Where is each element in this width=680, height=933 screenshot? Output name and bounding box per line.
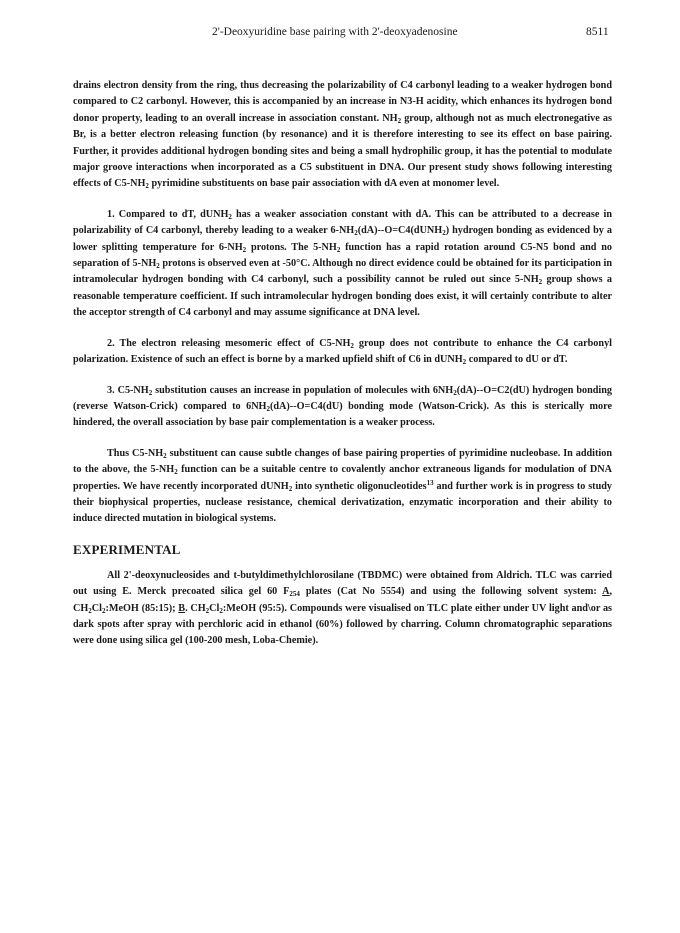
- paragraph-point-2: 2. The electron releasing mesomeric effect of $C5-NH_2$ group does not contribute to enhance the C4 carbonyl polarization. Existence of such an effect is borne by a marked upfield shift of C6 in dUNH$_2$ compared to dU or dT.: [73, 337, 612, 367]
- section-heading-experimental: EXPERIMENTAL: [73, 541, 181, 557]
- paragraph-point-1: 1. Compared to dT, dUNH$_2$ has a weaker association constant with dA. This can be attributed to a decrease in polarizability of C4 carbonyl, thereby leading to a weaker $6-NH_2(dA)--O=C4(dUNH_2)$ hydrogen bonding as evidenced by a lower splitting temperature for $6-NH_2$ protons. The $5-NH_2$ function has a rapid rotation around C5-N5 bond and no separation of $5-NH_2$ protons is observed even at -50°C. Although no direct evidence could be obtained for its participation in intramolecular hydrogen bonding with C4 carbonyl, such a possibility cannot be ruled out since $5-NH_2$ group shows a reasonable temperature coefficient. If such intramolecular hydrogen bonding does exist, it will certainly contribute to alter the acceptor strength of C4 carbonyl and may assume significance at DNA level.: [73, 208, 613, 319]
- reference-13: 13: [426, 478, 434, 487]
- paragraph-experimental: All 2'-deoxynucleosides and t-butyldimethylchlorosilane (TBDMC) were obtained from Aldrich. TLC was carried out using E. Merck precoated silica gel 60 $F_{254}$ plates (Cat No 5554) and using the following solvent system: A, $CH_2Cl_2:MeOH$ (85:15); B. $CH_2Cl_2:MeOH$ (95:5). Compounds were visualised on TLC plate either under UV light and\or as dark spots after spray with perchloric acid in ethanol (60%) followed by charring. Column chromatographic separations were done using silica gel (100-200 mesh, Loba-Chemie).: [73, 569, 613, 647]
- paragraph-intro-continued: drains electron density from the ring, thus decreasing the polarizability of C4 carbonyl leading to a weaker hydrogen bond compared to C2 carbonyl. However, this is accompanied by an increase in N3-H acidity, which enhances its hydrogen bond donor property, leading to an overall increase in association constant. $NH_2$ group, although not as much electronegative as Br, is a better electron releasing function (by resonance) and it is therefore interesting to see its effect on base pairing. Further, it provides additional hydrogen bonding sites and being a small hydrophilic group, it has the potential to modulate major groove interactions when incorporated as a C5 substituent in DNA. Our present study shows following interesting effects of $C5-NH_2$ pyrimidine substituents on base pair association with dA even at monomer level.: [73, 80, 612, 191]
- page-number: 8511: [586, 26, 609, 38]
- page-body: [73, 78, 612, 650]
- running-header: [0, 26, 680, 44]
- paragraph-conclusion: Thus $C5-NH_2$ substituent can cause subtle changes of base pairing properties of pyrimidine nucleobase. In addition to the above, the $5-NH_2$ function can be a suitable centre to covalently anchor extraneous ligands for modulation of DNA properties. We have recently incorporated dUNH$_2$ into synthetic oligonucleotides$^{13}$ and further work is in progress to study their biophysical properties, nuclease resistance, chemical derivatization, enzymatic incorporation and their ability to induce directed mutation in biological systems.: [73, 447, 612, 525]
- paragraph-point-3: 3. $C5-NH_2$ substitution causes an increase in population of molecules with $6NH_2(dA)--O=C2(dU)$ hydrogen bonding (reverse Watson-Crick) compared to $6NH_2(dA)--O=C4(dU)$ bonding mode (Watson-Crick). As this is sterically more hindered, the overall association by base pair complementation is a weaker process.: [73, 384, 612, 429]
- running-title: 2'-Deoxyuridine base pairing with 2'-deoxyadenosine: [212, 26, 458, 38]
